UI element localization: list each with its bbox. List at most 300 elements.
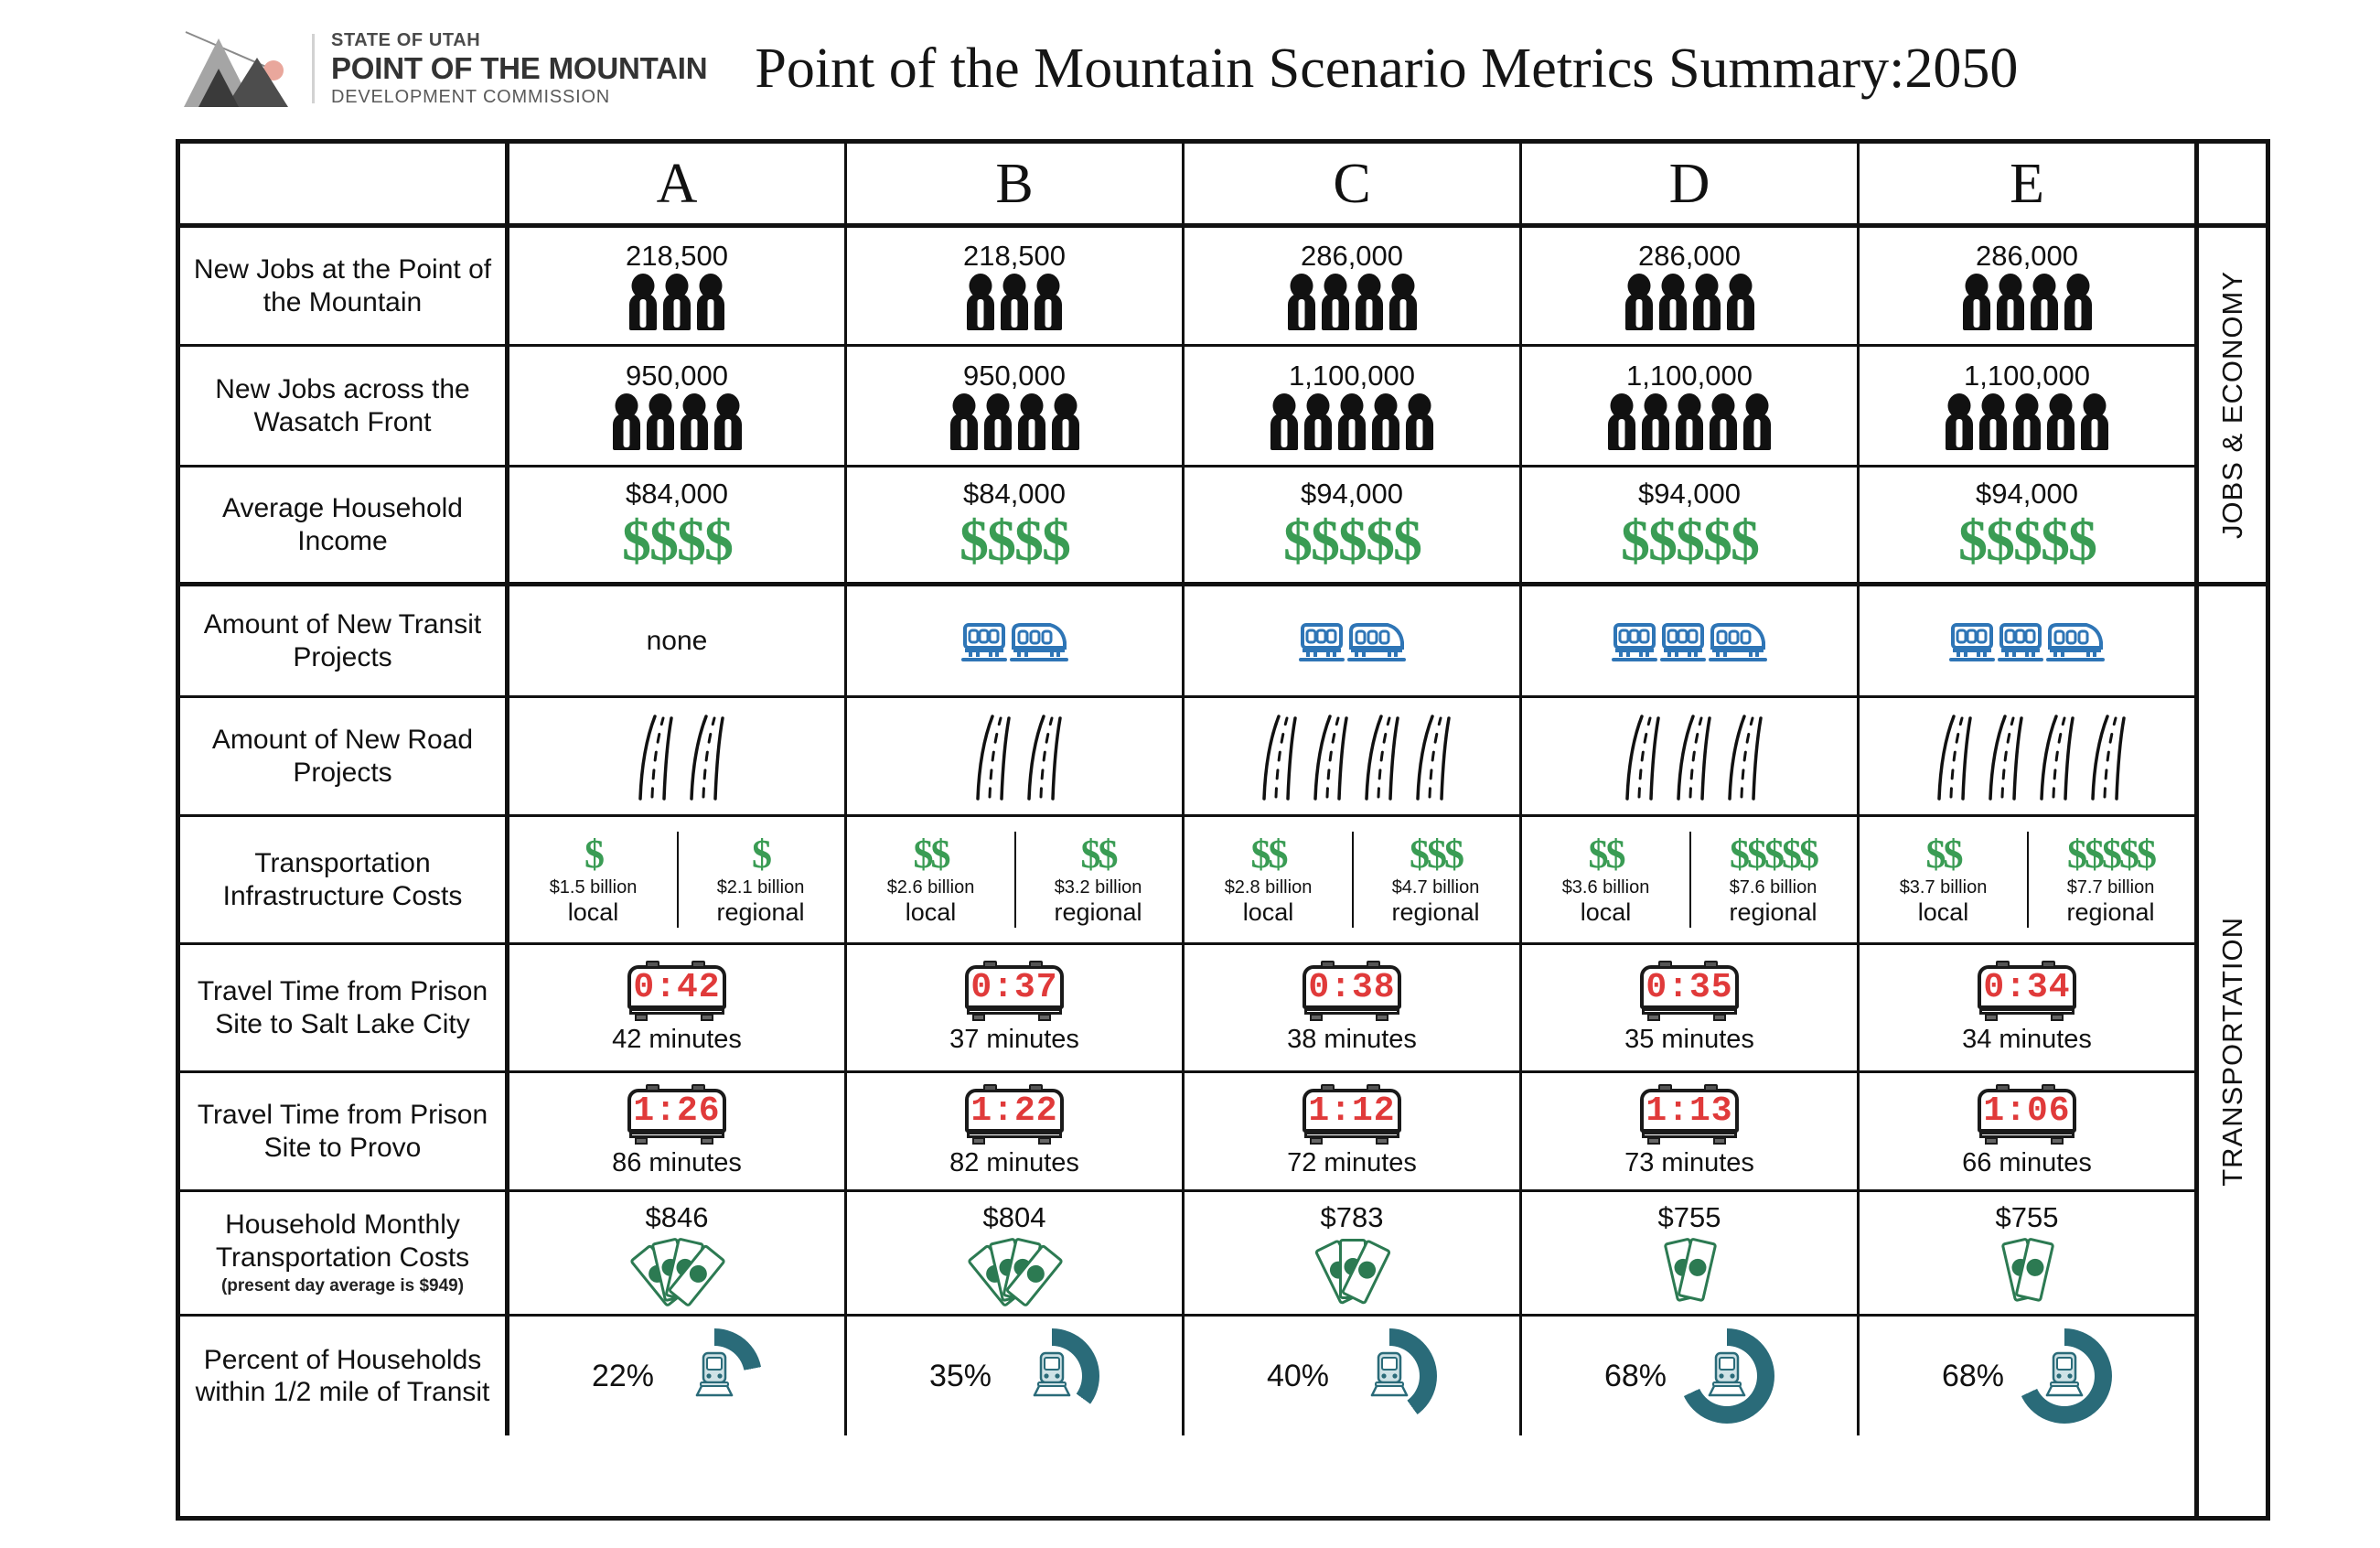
money-icon-group <box>622 1235 732 1303</box>
cell-transit-access-e <box>1860 1317 2194 1435</box>
travel-minutes: 42 minutes <box>612 1025 742 1054</box>
dollar-sign-icon-group <box>1250 831 1286 876</box>
value-text: 1,100,000 <box>1964 360 2090 392</box>
dollar-sign-icon-group <box>1588 831 1624 876</box>
road-icon-group <box>1251 713 1453 801</box>
train-car-icon <box>1949 620 1995 662</box>
value-text: 950,000 <box>625 360 729 392</box>
cost-regional <box>1014 819 1182 941</box>
clock-icon <box>1635 1084 1744 1145</box>
road-icon <box>1405 713 1453 801</box>
person-icon <box>1979 393 2007 450</box>
dollar-sign-icon: $ <box>1393 507 1420 573</box>
cell-travel-provo-e <box>1860 1073 2194 1189</box>
road-icon <box>1717 713 1764 801</box>
dollar-sign-icon: $ <box>1799 831 1817 876</box>
category-label: JOBS & ECONOMY <box>2215 270 2248 540</box>
row-sublabel: (present day average is $949) <box>220 1276 465 1296</box>
cell-road-projects-a <box>509 698 847 814</box>
road-icon <box>1016 713 1064 801</box>
row-transit-projects <box>180 586 2194 698</box>
column-letter: C <box>1333 152 1371 215</box>
person-icon-group <box>950 393 1079 450</box>
dollar-sign-icon: $ <box>1444 831 1462 876</box>
dollar-sign-icon: $ <box>2067 831 2085 876</box>
row-infrastructure-costs <box>180 817 2194 945</box>
cost-kind-label: regional <box>1729 898 1817 926</box>
dollar-sign-icon-group <box>1080 831 1116 876</box>
person-icon <box>1625 274 1653 330</box>
cost-local <box>1522 819 1689 941</box>
cell-travel-provo-a <box>509 1073 847 1189</box>
clock-time: 0:34 <box>1983 968 2071 1007</box>
dollar-sign-icon: $ <box>1098 831 1116 876</box>
value-text: 218,500 <box>962 240 1067 273</box>
cell-road-projects-e <box>1860 698 2194 814</box>
person-icon <box>1743 393 1771 450</box>
dollar-sign-icon: $ <box>1042 507 1069 573</box>
travel-minutes: 38 minutes <box>1287 1025 1417 1054</box>
road-icon <box>1614 713 1662 801</box>
percent-text: 68% <box>1603 1358 1667 1393</box>
cell-road-projects-b <box>847 698 1185 814</box>
column-letter: D <box>1668 152 1710 215</box>
cell-household-income-a <box>509 468 847 582</box>
cell-road-projects-d <box>1522 698 1860 814</box>
dollar-sign-icon-group <box>1958 507 2096 573</box>
dollar-sign-icon-group <box>622 507 732 573</box>
cost-amount: $2.1 billion <box>716 876 805 898</box>
row-travel-slc <box>180 945 2194 1073</box>
train-car-icon <box>1709 620 1767 662</box>
cell-travel-slc-a <box>509 945 847 1070</box>
person-icon <box>1406 393 1433 450</box>
clock-icon <box>960 961 1069 1021</box>
cell-transit-access-b <box>847 1317 1185 1435</box>
value-text: $94,000 <box>1637 478 1742 511</box>
train-car-icon <box>1660 620 1706 662</box>
person-icon <box>629 274 657 330</box>
row-travel-provo <box>180 1073 2194 1192</box>
dollar-sign-icon: $ <box>1943 831 1961 876</box>
column-header-a <box>509 144 847 223</box>
person-icon-group <box>1270 393 1433 450</box>
logo-divider <box>312 34 315 103</box>
cell-new-jobs-wasatch-a <box>509 347 847 465</box>
train-car-icon <box>1010 620 1068 662</box>
person-icon <box>2047 393 2074 450</box>
dollar-sign-icon: $ <box>704 507 732 573</box>
row-road-projects <box>180 698 2194 817</box>
cost-amount: $3.6 billion <box>1561 876 1650 898</box>
money-icon-group <box>1972 1235 2082 1303</box>
category-label: TRANSPORTATION <box>2215 916 2248 1187</box>
dollar-sign-icon: $ <box>1080 831 1099 876</box>
clock-time: 0:42 <box>633 968 721 1007</box>
person-icon <box>647 393 674 450</box>
cell-transit-projects-e <box>1860 586 2194 695</box>
cell-household-transport-c <box>1185 1192 1522 1314</box>
row-household-income <box>180 468 2194 586</box>
transit-donut-icon <box>1342 1328 1437 1424</box>
column-letter: A <box>656 152 698 215</box>
dollar-sign-icon: $ <box>1703 507 1731 573</box>
cell-new-jobs-wasatch-c <box>1185 347 1522 465</box>
travel-minutes: 86 minutes <box>612 1148 742 1177</box>
train-car-icon <box>961 620 1007 662</box>
transit-donut-icon <box>1004 1328 1099 1424</box>
cell-household-transport-a <box>509 1192 847 1314</box>
commission-logo <box>178 23 707 114</box>
travel-minutes: 34 minutes <box>1962 1025 2092 1054</box>
cell-infrastructure-costs-e <box>1860 817 2194 942</box>
transit-train-icon <box>1368 1351 1410 1401</box>
clock-time: 1:13 <box>1646 1091 1733 1131</box>
cost-amount: $2.6 billion <box>886 876 975 898</box>
cell-new-jobs-point-e <box>1860 228 2194 344</box>
person-icon-group <box>1625 274 1754 330</box>
cell-new-jobs-wasatch-d <box>1522 347 1860 465</box>
person-icon <box>1001 274 1028 330</box>
row-household-transport-costs <box>180 1192 2194 1317</box>
cell-travel-provo-c <box>1185 1073 1522 1189</box>
logo-line-commission: DEVELOPMENT COMMISSION <box>331 87 611 107</box>
clock-icon <box>1297 961 1407 1021</box>
train-car-icon <box>1612 620 1657 662</box>
clock-icon <box>1972 1084 2082 1145</box>
value-text: $755 <box>1995 1201 2059 1234</box>
value-text: $84,000 <box>625 478 729 511</box>
dollar-sign-icon: $ <box>622 507 649 573</box>
column-letter: B <box>995 152 1034 215</box>
cost-local <box>509 819 677 941</box>
clock-time: 1:06 <box>1983 1091 2071 1131</box>
cell-infrastructure-costs-c <box>1185 817 1522 942</box>
dollar-sign-icon-group <box>1925 831 1961 876</box>
cost-amount: $2.8 billion <box>1224 876 1313 898</box>
clock-time: 1:12 <box>1308 1091 1396 1131</box>
cell-new-jobs-wasatch-e <box>1860 347 2194 465</box>
dollar-sign-icon: $ <box>1648 507 1676 573</box>
money-icon-group <box>960 1235 1069 1303</box>
train-car-icon <box>1299 620 1345 662</box>
person-icon <box>1642 393 1669 450</box>
logo-line-name: POINT OF THE MOUNTAIN <box>331 51 708 85</box>
cell-travel-slc-d <box>1522 945 1860 1070</box>
value-text: 950,000 <box>962 360 1067 392</box>
person-icon <box>1389 274 1417 330</box>
column-header-b <box>847 144 1185 223</box>
dollar-sign-icon: $ <box>1588 831 1606 876</box>
person-icon <box>697 274 724 330</box>
clock-time: 0:35 <box>1646 968 1733 1007</box>
dollar-sign-icon-group <box>1410 831 1462 876</box>
value-text: $94,000 <box>1300 478 1404 511</box>
cost-local <box>1185 819 1352 941</box>
person-icon-group <box>1946 393 2108 450</box>
transit-train-icon <box>1031 1351 1073 1401</box>
money-icon-group <box>1635 1235 1744 1303</box>
travel-minutes: 37 minutes <box>949 1025 1079 1054</box>
person-icon <box>2031 274 2058 330</box>
person-icon <box>1322 274 1349 330</box>
road-icon <box>1926 713 1974 801</box>
cell-transit-projects-d <box>1522 586 1860 695</box>
travel-minutes: 73 minutes <box>1624 1148 1754 1177</box>
dollar-sign-icon-group <box>913 831 949 876</box>
travel-minutes: 82 minutes <box>949 1148 1079 1177</box>
person-icon <box>681 393 708 450</box>
row-label: Amount of New Road Projects <box>180 698 509 814</box>
cell-travel-slc-e <box>1860 945 2194 1070</box>
person-icon <box>613 393 640 450</box>
clock-icon <box>622 1084 732 1145</box>
road-icon <box>1303 713 1350 801</box>
dollar-sign-icon-group <box>752 831 769 876</box>
value-text: $783 <box>1320 1201 1384 1234</box>
cost-kind-label: regional <box>1391 898 1480 926</box>
dollar-sign-icon-group <box>584 831 602 876</box>
cost-kind-label: regional <box>1054 898 1142 926</box>
row-label: Amount of New Transit Projects <box>180 586 509 695</box>
dollar-sign-icon: $ <box>584 831 602 876</box>
percent-text: 35% <box>928 1358 992 1393</box>
row-label: New Jobs across the Wasatch Front <box>180 347 509 465</box>
road-icon <box>2029 713 2076 801</box>
row-new-jobs-point <box>180 228 2194 347</box>
cell-infrastructure-costs-a <box>509 817 847 942</box>
transit-donut-icon <box>667 1328 762 1424</box>
clock-icon <box>622 961 732 1021</box>
train-car-icon <box>1998 620 2043 662</box>
money-icon-group <box>1297 1235 1407 1303</box>
road-icon <box>1978 713 2025 801</box>
row-label: Travel Time from Prison Site to Provo <box>180 1073 509 1189</box>
train-icon-group <box>961 620 1068 662</box>
person-icon <box>1338 393 1366 450</box>
cell-new-jobs-point-b <box>847 228 1185 344</box>
cell-household-income-d <box>1522 468 1860 582</box>
person-icon-group <box>1288 274 1417 330</box>
mountain-logo-icon <box>178 23 306 114</box>
dollar-sign-icon: $ <box>960 507 987 573</box>
value-text: none <box>646 625 708 656</box>
dollar-sign-icon: $ <box>1764 831 1782 876</box>
cost-kind-label: local <box>1917 898 1969 926</box>
dollar-sign-icon: $ <box>1958 507 1986 573</box>
person-icon <box>1288 274 1315 330</box>
clock-time: 0:37 <box>970 968 1058 1007</box>
cell-new-jobs-point-d <box>1522 228 1860 344</box>
person-icon <box>1018 393 1045 450</box>
dollar-sign-icon: $ <box>1014 507 1042 573</box>
transit-train-icon <box>1706 1351 1748 1401</box>
person-icon <box>1997 274 2024 330</box>
page-title: Point of the Mountain Scenario Metrics Summary:2050 <box>755 37 2019 100</box>
cell-household-income-c <box>1185 468 1522 582</box>
column-header-d <box>1522 144 1860 223</box>
row-label: Average Household Income <box>180 468 509 582</box>
person-icon <box>2013 393 2041 450</box>
dollar-sign-icon: $ <box>2137 831 2154 876</box>
cell-transit-access-d <box>1522 1317 1860 1435</box>
person-icon <box>1356 274 1383 330</box>
dollar-sign-icon-group <box>1621 507 1758 573</box>
cost-amount: $7.7 billion <box>2066 876 2155 898</box>
dollar-sign-icon: $ <box>1427 831 1444 876</box>
dollar-sign-icon: $ <box>1250 831 1269 876</box>
road-icon-group <box>1614 713 1764 801</box>
column-header-c <box>1185 144 1522 223</box>
cell-infrastructure-costs-d <box>1522 817 1860 942</box>
dollar-sign-icon-group <box>1730 831 1817 876</box>
train-icon-group <box>1612 620 1767 662</box>
train-car-icon <box>2046 620 2105 662</box>
person-icon-group <box>1608 393 1771 450</box>
person-icon-group <box>613 393 742 450</box>
value-text: 286,000 <box>1300 240 1404 273</box>
cost-kind-label: regional <box>716 898 805 926</box>
person-icon <box>950 393 978 450</box>
dollar-sign-icon: $ <box>1605 831 1624 876</box>
cell-transit-projects-b <box>847 586 1185 695</box>
table-grid <box>180 144 2194 1516</box>
value-text: 286,000 <box>1975 240 2079 273</box>
dollar-sign-icon: $ <box>1925 831 1944 876</box>
dollar-sign-icon: $ <box>987 507 1014 573</box>
cost-regional <box>1352 819 1519 941</box>
dollar-sign-icon: $ <box>913 831 931 876</box>
train-icon-group <box>1299 620 1406 662</box>
transit-donut-icon <box>1679 1328 1774 1424</box>
person-icon <box>1676 393 1703 450</box>
cell-travel-slc-b <box>847 945 1185 1070</box>
dollar-sign-icon: $ <box>1731 507 1758 573</box>
dollar-sign-icon: $ <box>1410 831 1427 876</box>
person-icon-group <box>1963 274 2092 330</box>
clock-icon <box>1635 961 1744 1021</box>
dollar-sign-icon: $ <box>1283 507 1311 573</box>
travel-minutes: 35 minutes <box>1624 1025 1754 1054</box>
row-new-jobs-wasatch <box>180 347 2194 468</box>
cell-household-transport-e <box>1860 1192 2194 1314</box>
category-corner <box>2199 144 2266 228</box>
value-text: 218,500 <box>625 240 729 273</box>
dollar-sign-icon: $ <box>2085 831 2102 876</box>
road-icon <box>1354 713 1401 801</box>
cost-amount: $3.7 billion <box>1899 876 1988 898</box>
row-label: Percent of Households within 1/2 mile of Transit <box>180 1317 509 1435</box>
dollar-sign-icon: $ <box>1782 831 1799 876</box>
cost-local <box>1860 819 2027 941</box>
percent-text: 68% <box>1941 1358 2005 1393</box>
dollar-sign-icon: $ <box>2102 831 2119 876</box>
percent-text: 40% <box>1266 1358 1330 1393</box>
category-jobs-economy <box>2199 228 2266 586</box>
dollar-sign-icon: $ <box>1730 831 1747 876</box>
cost-kind-label: local <box>1580 898 1632 926</box>
transit-train-icon <box>693 1351 735 1401</box>
column-letter: E <box>2010 152 2044 215</box>
dollar-sign-icon: $ <box>1747 831 1764 876</box>
road-icon <box>1251 713 1299 801</box>
person-icon <box>1035 274 1062 330</box>
row-label: New Jobs at the Point of the Mountain <box>180 228 509 344</box>
dollar-sign-icon: $ <box>1621 507 1648 573</box>
cell-new-jobs-point-a <box>509 228 847 344</box>
cost-regional <box>2027 819 2194 941</box>
value-text: 1,100,000 <box>1289 360 1415 392</box>
travel-minutes: 66 minutes <box>1962 1148 2092 1177</box>
value-text: $804 <box>982 1201 1046 1234</box>
dollar-sign-icon-group <box>1283 507 1420 573</box>
dollar-sign-icon: $ <box>649 507 677 573</box>
logo-line-state: STATE OF UTAH <box>331 30 481 50</box>
road-icon <box>965 713 1013 801</box>
value-text: 1,100,000 <box>1626 360 1753 392</box>
table-header-row <box>180 144 2194 228</box>
dollar-sign-icon-group <box>960 507 1069 573</box>
person-icon <box>1710 393 1737 450</box>
cell-infrastructure-costs-b <box>847 817 1185 942</box>
clock-icon <box>1297 1084 1407 1145</box>
road-icon <box>679 713 726 801</box>
person-icon <box>1304 393 1332 450</box>
row-label: Household Monthly Transportation Costs <box>215 1209 470 1273</box>
dollar-sign-icon-group <box>2067 831 2154 876</box>
clock-icon <box>1972 961 2082 1021</box>
cell-travel-slc-c <box>1185 945 1522 1070</box>
dollar-sign-icon: $ <box>677 507 704 573</box>
dollar-sign-icon: $ <box>1268 831 1286 876</box>
dollar-sign-icon: $ <box>2068 507 2096 573</box>
clock-time: 0:38 <box>1308 968 1396 1007</box>
row-label: Transportation Infrastructure Costs <box>180 817 509 942</box>
value-text: $84,000 <box>962 478 1067 511</box>
value-text: $94,000 <box>1975 478 2079 511</box>
cell-transit-projects-a <box>509 586 847 695</box>
clock-time: 1:22 <box>970 1091 1058 1131</box>
value-text: $755 <box>1657 1201 1721 1234</box>
road-icon <box>1666 713 1713 801</box>
cell-transit-access-c <box>1185 1317 1522 1435</box>
clock-icon <box>960 1084 1069 1145</box>
road-icon-group <box>965 713 1064 801</box>
cell-household-transport-b <box>847 1192 1185 1314</box>
person-icon <box>1270 393 1298 450</box>
cost-regional <box>677 819 844 941</box>
person-icon <box>663 274 691 330</box>
cost-local <box>847 819 1014 941</box>
cell-household-transport-d <box>1522 1192 1860 1314</box>
person-icon <box>1693 274 1721 330</box>
cost-regional <box>1689 819 1857 941</box>
row-transit-access <box>180 1317 2194 1435</box>
cell-travel-provo-b <box>847 1073 1185 1189</box>
cell-travel-provo-d <box>1522 1073 1860 1189</box>
cost-amount: $4.7 billion <box>1391 876 1480 898</box>
person-icon-group <box>629 274 724 330</box>
dollar-sign-icon: $ <box>752 831 769 876</box>
value-text: 286,000 <box>1637 240 1742 273</box>
row-label-wrap <box>180 1192 509 1314</box>
person-icon-group <box>967 274 1062 330</box>
person-icon <box>1963 274 1990 330</box>
column-header-e <box>1860 144 2194 223</box>
person-icon <box>2064 274 2092 330</box>
dollar-sign-icon: $ <box>1676 507 1703 573</box>
person-icon <box>2081 393 2108 450</box>
